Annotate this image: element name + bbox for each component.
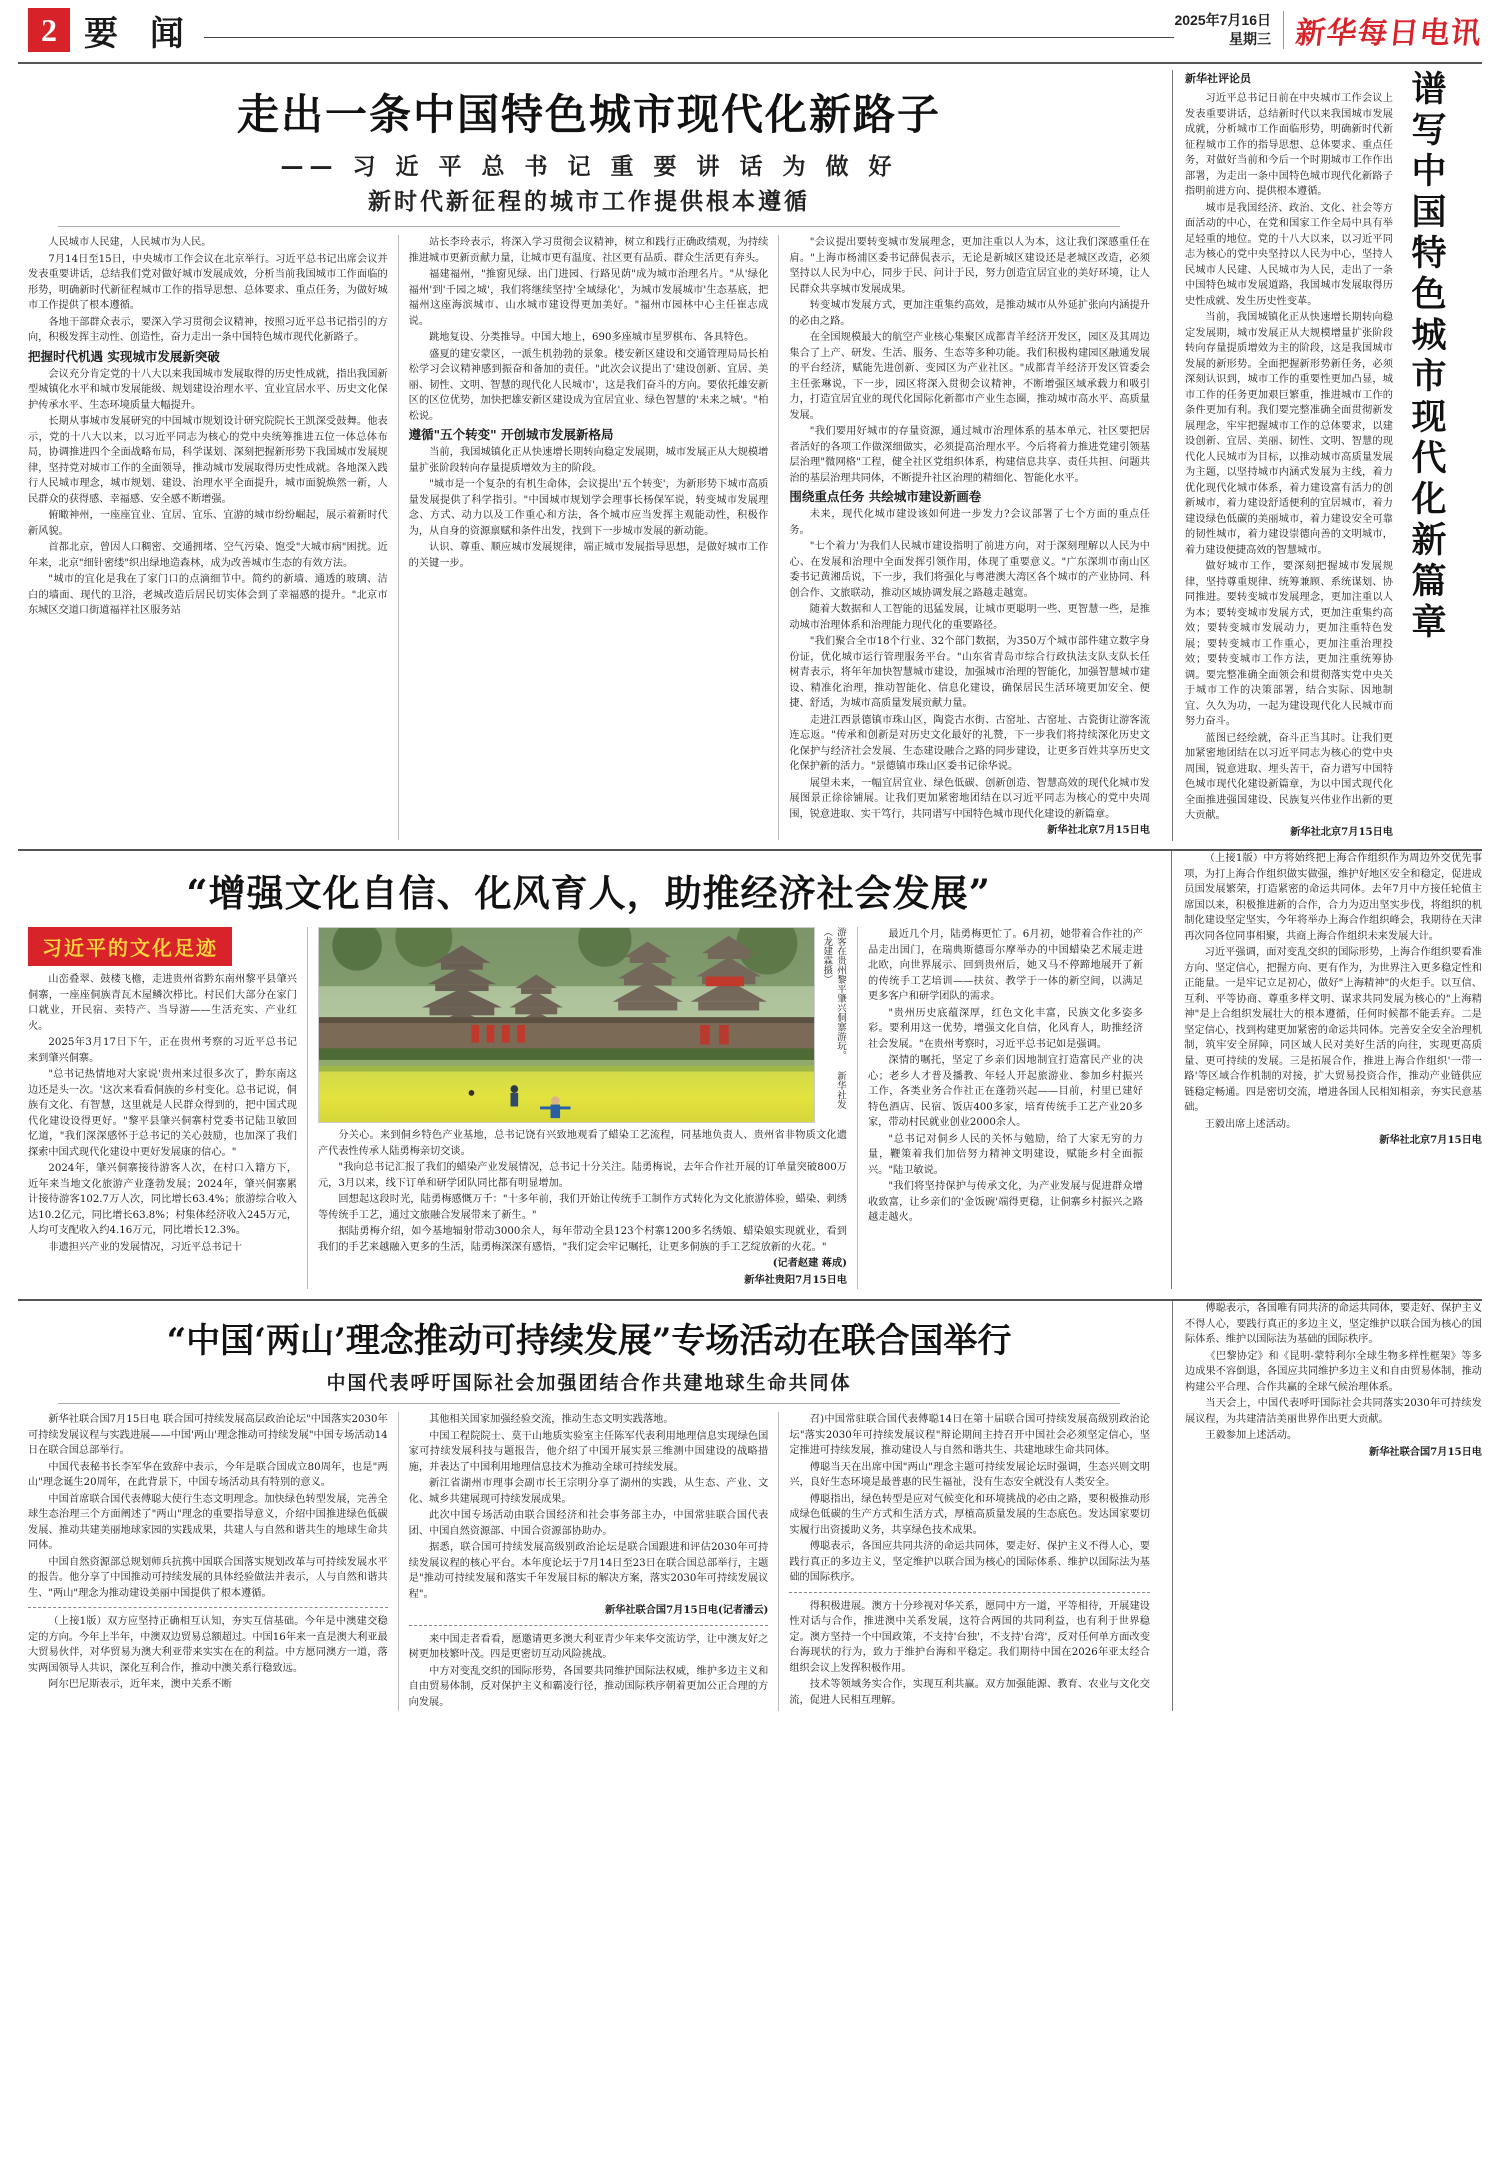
commentary-text (1185, 91, 1393, 840)
paragraph: 当前，我国城镇化正从快速增长期转向稳定发展期，城市发展正从大规模增量扩张阶段转向存量提质增效为主的阶段。 (408, 447, 769, 474)
bottom-col2-divider (409, 1625, 769, 1626)
paragraph: 走进江西景德镇市珠山区，陶瓷古水街、古窑址、古窑址、古瓷街让游客流连忘返。"传承和创新是对历史文化最好的礼赞，下一步我们将持续深化历史文化保护与经济社会发展、生态建设融合之路的同步建设，让更多百姓共享历史文化保护新的活力。"景德镇市珠山区委书记徐华说。 (789, 714, 1150, 772)
feature-col-3 (858, 927, 1153, 1289)
top-headline: 走出一条中国特色城市现代化新路子 (236, 90, 941, 139)
paper-logo: 新华每日电讯 (1293, 16, 1484, 51)
paragraph: 习近平总书记日前在中央城市工作会议上发表重要讲话，总结新时代以来我国城市发展成就，分析城市工作面临形势，明确新时代新征程城市工作的指导思想、总体要求、重点任务，对做好当前和今后一个时期城市工作作出部署，为走出一条中国特色城市现代化新路子指明前进方向、提供根本遵循。 (1185, 93, 1393, 197)
bottom-article-section (18, 1301, 1482, 1711)
bottom-article-left (18, 1301, 1173, 1711)
paragraph: 城市是我国经济、政治、文化、社会等方面活动的中心，在党和国家工作全局中具有举足轻重的地位。党的十八大以来，以习近平同志为核心的党中央坚持以人民为中心，坚持人民城市人民建、人民城市为人民，走出了一条中国特色城市发展道路，我国城市发展取得历史性成就、发生历史性变革。 (1185, 202, 1393, 307)
bottom-headline: “中国‘两山’理念推动可持续发展”专场活动在联合国举行 (166, 1321, 1012, 1361)
paragraph: 王毅出席上述活动。 (1204, 1118, 1297, 1130)
paragraph: 深情的嘱托，坚定了乡亲们因地制宜打造富民产业的决心；老乡人才普及播教、年轻人开起旅游业、参加乡村振兴工作，各类业务合作社正在蓬勃兴起——目前，村里已建好特色酒店、民宿、饭店400多家，培育传统手工艺产业20多家，带动村民就业创业2000余人。 (868, 1055, 1143, 1128)
paragraph: 当前，我国城镇化正从快速增长期转向稳定发展期，城市发展正从大规模增量扩张阶段转向存量提质增效为主的阶段，这是我国城市发展的新形势。全面把握新形势新任务，必须深刻认识到，城市工作的重要性更加凸显，城市工作的任务更加艰巨繁重，推进城市工作的条件更加有利。我们要完整准确全面贯彻新发展理念，牢牢把握城市工作的总体要求，以建设创新、宜居、美丽、韧性、文明、智慧的现代化人民城市为目标，以推动城市高质量发展为主题，以坚持城市内涵式发展为主线，着力优化现代化城市体系，着力建设富有活力的创新城市，着力建设舒适便利的宜居城市，着力建设绿色低碳的美丽城市，着力建设安全可靠的韧性城市，着力建设崇德向善的文明城市，着力建设便捷高效的智慧城市。 (1185, 312, 1393, 556)
paragraph: 跳地复设、分类推导。中国大地上，690多座城市星罗棋布、各具特色。 (429, 332, 755, 343)
paragraph: 分关心。来到侗乡特色产业基地，总书记饶有兴致地观看了蜡染工艺流程，同基地负责人、贵州省非物质文化遗产代表性传承人陆勇梅亲切交谈。 (318, 1130, 847, 1157)
paragraph: 中国工程院院士、莫干山地质实验室主任陈军代表利用地理信息实现绿色国家可持续发展科技与题报告，他介绍了中国开展实景三维测中国建设的战略措施，并表达了中国利用地理信息技术为推动全球可持续发展。 (408, 1430, 769, 1473)
paragraph: 转变城市发展方式，更加注重集约高效，是推动城市从外延扩张向内涵提升的必由之路。 (789, 300, 1150, 327)
paragraph: "城市的宜化是我在了家门口的点滴细节中。简约的新墙、通透的玻璃、洁白的墙面、现代的卫浴，老城改造后居民切实体会到了幸福感的提升。"北京市东城区交道口街道福祥社区服务站 (28, 574, 388, 616)
paragraph: 非遗担兴产业的发展情况，习近平总书记十 (48, 1241, 242, 1253)
paragraph: 蓝图已经绘就，奋斗正当其时。让我们更加紧密地团结在以习近平同志为核心的党中央周围，锐意进取、埋头苦干，奋力谱写中国特色城市现代化建设新篇章，为以中国式现代化全面推进强国建设、民族复兴伟业作出新的更大贡献。 (1185, 732, 1393, 821)
paragraph: 回想起这段时光，陆勇梅感慨万千："十多年前，我们开始让传统手工制作方式转化为文化旅游体验，蜡染、刺绣等传统手工艺，通过文旅融合发展带来了新生。" (318, 1194, 847, 1221)
feature-credit: 新华社贵阳7月15日电 (744, 1273, 847, 1286)
top-col3-subhead: 围绕重点任务 共绘城市建设新画卷 (789, 489, 982, 504)
paragraph: 据陆勇梅介绍，如今基地辐射带动3000余人，每年带动全县123个村寨1200多名绣娘、蜡染娘实现就业，看到我们的手艺来越融入更多的生活，陆勇梅深深有感悟，"我们定会牢记嘱托，让更多侗族的手工艺绽放新的火花。" (318, 1226, 847, 1253)
paragraph: 首都北京，曾因人口稠密、交通拥堵、空气污染、饱受"大城市病"困扰。近年来，北京"细针密缕"织出绿地造森林，成为改善城市生态的有效方法。 (28, 542, 388, 569)
top-subheadline-1: —— 习 近 平 总 书 记 重 要 讲 话 为 做 好 (280, 154, 898, 180)
commentary-cont-credit: 新华社北京7月15日电 (1379, 1134, 1482, 1146)
paragraph: "总书记热情地对大家说'贵州来过很多次了，黔东南这边还是头一次。'这次来看看侗族的乡村变化。总书记说，侗族有文化、有智慧，这里就是人民群众得到的，把中国式现代化建设设得更好。"黎平县肇兴侗寨村党委书记陆卫敏回忆道，"我们深深感怀于总书记的关心鼓励，也加深了我们探索中国式现代化建设中更好发展康的信心。" (28, 1069, 297, 1158)
paragraph: "我们聚合全市18个行业、32个部门数据，为350万个城市部件建立数字身份证，优化城市运行管理服务平台。"山东省青岛市综合行政执法支队支队长任树青表示，将年年加快智慧城市建设，加强城市治理的智能化，加强智慧城市建设、精准化治理，推动智能化、信息化建设，确保居民生活环境更加安全、便捷、舒适，为城市高质量发展贡献力量。 (789, 636, 1150, 709)
paragraph: 随着大数据和人工智能的迅猛发展，让城市更聪明一些、更智慧一些，是推动城市治理体系和治理能力现代化的重要路径。 (789, 604, 1150, 631)
commentary-label: 新华社评论员 (1185, 72, 1251, 85)
paragraph: 来中国走者看看，愿邀请更多澳大利亚青少年来华交流访学，让中澳友好之树更加枝繁叶茂。四是更密切互动风险挑战。 (408, 1633, 769, 1660)
dong-village-photo (318, 927, 815, 1123)
paragraph: （上接1版）双方应坚持正确相互认知，夯实互信基础。今年是中澳建交稳定的方向。今年上半年，中澳双边贸易总额超过。中国16年来一直是澳大利亚最大贸易伙伴，对华贸易为澳大利亚带来实实在在的利益。中方愿同澳方一道，落实两国领导人共识，深化互利合作，推动中澳关系行稳致远。 (28, 1616, 388, 1674)
paragraph: 新江省湖州市理事会副市长王宗明分享了湖州的实践，从生态、产业、文化、城乡共建展现可持续发展成果。 (408, 1478, 769, 1505)
top-col-2 (399, 235, 780, 840)
masthead-divider (204, 37, 1175, 38)
paragraph: 其他相关国家加强经验交流，推动生态文明实践落地。 (429, 1414, 674, 1425)
top-article-credit: 新华社北京7月15日电 (1047, 824, 1150, 836)
paragraph: 最近几个月，陆勇梅更忙了。6月初，她带着合作社的产品走出国门，在瑞典斯德哥尔摩举办的中国蜡染艺术展走进北欧，向世界展示、回到贵州后，她又马不停蹄地展开了新的传统手工艺培训——扶贫、教学于一体的新空间，以满足更多客户和研学团队的需求。 (868, 929, 1143, 1002)
bottom-col-2 (399, 1412, 780, 1711)
bottom-col2-credit: 新华社联合国7月15日电(记者潘云) (605, 1604, 769, 1616)
publication-weekday: 星期三 (1229, 31, 1271, 47)
paragraph: "七个着力'为我们人民城市建设指明了前进方向，对于深刻理解以人民为中心、在发展和治理中全面发挥引领作用，体现了重要意义。"广东深圳市南山区委书记黄湘岳说，下一步，我们将强化与粤港澳大湾区各个城市的产业协同、科创合作、文旅联动，推动区域协调发展之路越走越宽。 (789, 541, 1150, 599)
top-col-1 (18, 235, 399, 840)
paragraph: 阿尔巴尼斯表示，近年来，澳中关系不断 (48, 1679, 232, 1690)
paragraph: 中国首席联合国代表傅聪大使行生态文明理念。加快绿色转型发展，完善全球生态治理三个方面阐述了"两山"理念的重要指导意义，介绍中国推进绿色低碳发展、推动共建美丽地球家园的实践成果，共建人与自然和谐共生的地球生命共同体。 (28, 1493, 388, 1551)
paragraph: 展望未来，一幅宜居宜业、绿色低碳、创新创造、智慧高效的现代化城市发展图景正徐徐铺展。让我们更加紧密地团结在以习近平同志为核心的党中央周围，锐意进取、实干笃行，共同谱写中国特色城市现代化建设的新篇章。 (789, 777, 1150, 820)
paragraph: "我们将坚持保护与传承文化，为产业发展与促进群众增收致富，让乡亲们的'金饭碗'端得更稳，让侗寨乡村振兴之路越走越火。 (868, 1181, 1143, 1223)
paragraph: 会议充分肯定党的十八大以来我国城市发展取得的历史性成就，指出我国新型城镇化水平和城市发展能级、规划建设治理水平、宜业宜居水平、历史文化保护传承水平、生态环境质量大幅提升。 (28, 368, 388, 411)
commentary-vertical-title: 谱写中国特色城市现代化新篇章 (1406, 70, 1447, 644)
paragraph: 山峦叠翠、鼓楼飞檐，走进贵州省黔东南州黎平县肇兴侗寨，一座座侗族青瓦木屋鳞次栉比。村民们大部分在家门口就业，开民宿、卖特产、当导游——生活充实、产业红火。 (28, 974, 297, 1032)
publication-date: 2025年7月16日 (1174, 12, 1271, 29)
paragraph: 新华社联合国7月15日电 联合国可持续发展高层政治论坛"中国落实2030年可持续发展议程与实践进展——中国'两山'理念推动可持续发展"中国专场活动14日在联合国总部举行。 (28, 1414, 388, 1456)
headline-rule (58, 226, 1120, 227)
bottom-article-right (1173, 1301, 1482, 1711)
paragraph: 中方对变乱交织的国际形势，各国要共同维护国际法权威，维护多边主义和自由贸易体制，反对保护主义和霸凌行径，推动国际秩序朝着更加公正合理的方向发展。 (408, 1665, 769, 1708)
paragraph: 傅聪当天在出席中国"两山"理念主题可持续发展论坛时强调，生态兴则文明兴，良好生态环境是最普惠的民生福祉，没有生态安全就没有人类安全。 (789, 1461, 1150, 1488)
bottom-col-1 (18, 1412, 399, 1711)
paragraph: 盛夏的建安蒙区，一派生机勃勃的景象。楼安新区建设和交通管理局局长柏松学习会议精神感到振奋和备加的责任。"此次会议提出了'建设创新、宜居、美丽、韧性、文明、智慧的现代化人民城市'，这是我们奋斗的方向。要依托雄安新区的区位优势，加快把雄安新区建设成为宜居宜业、绿色智慧的'未来之城'。"柏松说。 (408, 348, 769, 422)
bottom-subheadline: 中国代表呼吁国际社会加强团结合作共建地球生命共同体 (326, 1372, 852, 1394)
bottom-col1-divider (28, 1607, 388, 1608)
paragraph: 福建福州，"推窗见绿、出门进园、行路见荫"成为城市治理名片。"从'绿化福州'到'千园之城'，我们将继续坚持'全域绿化'，为城市发展城市'生态基底，把福州这座海滨城市、山水城市建设得更加美好。"福州市园林中心主任崔志成说。 (408, 269, 769, 327)
paragraph: "会议提出要转变城市发展理念，更加注重以人为本，这让我们深感重任在肩。"上海市杨浦区委书记薛侃表示，无论是新城区建设还是老城区改造，必须坚持以人民为中心，同步于民、问计于民，努力创造宜居宜业的美好环境，让人民群众共享城市发展成果。 (789, 237, 1150, 295)
top-article-section (18, 70, 1482, 841)
paragraph: 各地干部群众表示，要深入学习贯彻会议精神，按照习近平总书记指引的方向，积极发挥主动性、创造性，奋力走出一条中国特色城市现代化新路子。 (28, 316, 388, 343)
top-col2-subhead: 遵循"五个转变" 开创城市发展新格局 (408, 427, 614, 442)
feature-photo-wrap (318, 927, 815, 1123)
bottom-headline-rule (58, 1403, 1120, 1404)
feature-col-1 (18, 927, 308, 1289)
commentary-credit: 新华社北京7月15日电 (1290, 825, 1393, 838)
paragraph: 2025年3月17日下午，正在贵州考察的习近平总书记来到肇兴侗寨。 (28, 1037, 297, 1064)
paragraph: 7月14日至15日，中央城市工作会议在北京举行。习近平总书记出席会议并发表重要讲话，总结我们党对做好城市发展成效，分析当前我国城市工作面临的形势，明确新时代新征程城市工作的指导思想、总体要求、重点任务，为做好城市工作提供了根本遵循。 (28, 253, 388, 311)
bottom-col-3 (779, 1412, 1160, 1711)
paragraph: "贵州历史底蕴深厚，红色文化丰富，民族文化多姿多彩。要利用这一优势，增强文化自信，化风育人，助推经济社会发展。"在贵州考察时，习近平总书记如是强调。 (868, 1007, 1143, 1050)
top-col-3 (779, 235, 1160, 840)
paragraph: 2024年，肇兴侗寨接待游客人次，在村口入籍方下，近年来当地文化旅游产业蓬勃发展；2024年，肇兴侗寨累计接待游客102.7万人次，同比增长63.4%；旅游综合收入达10.2亿元，同比增长63.8%；村集体经济收入245万元，人均可支配收入约4.16万元，同比增长12.3%。 (28, 1163, 297, 1236)
feature-photo-caption: 游客在贵州黎平肇兴侗寨游玩。 新华社发（龙建霖摄） (821, 927, 846, 1109)
commentary-continued (1172, 851, 1482, 1289)
paragraph: 召)中国常驻联合国代表傅聪14日在第十届联合国可持续发展高级别政治论坛"落实2030年可持续发展议程"辩论期间主持召开中国社会必须坚定信心，坚定推进可持续发展，推动建设人与自然和谐共生、共建地球生命共同体。 (789, 1414, 1150, 1456)
section-title: 要 闻 (84, 13, 194, 54)
commentary-column (1173, 70, 1482, 841)
paragraph: 习近平强调，面对变乱交织的国际形势，上海合作组织要看准方向、坚定信心，把握方向、更有作为，为世界注入更多稳定性和正能量。一是牢记立足初心，做好"上海精神"的火炬手。以互信、互利、平等协商、尊重多样文明、谋求共同发展为核心的"上海精神"是上合组织发展壮大的根本遵循，任何时候都不能丢弃。二是坚定信心，找到构建更加紧密的命运共同体。完善安全安全治理机制，筑牢安全屏障，同区域人民对美好生活的向往，实现更高质量、更可持续的发展。三是拓展合作，推进上海合作组织'一带一路'等区域合作机制的对接，扩大贸易投资合作，推动产业链供应链稳定畅通。四是密切交流，增进各国人民相知相亲，夯实民意基础。 (1184, 947, 1482, 1113)
paragraph: 傅聪指出，绿色转型是应对气候变化和环境挑战的必由之路，要积极推动形成绿色低碳的生产方式和生活方式，厚植高质量发展的生态底色。发达国家要切实履行出资援助义务，共享绿色技术成果。 (789, 1493, 1150, 1536)
header-rule (18, 62, 1482, 64)
paragraph: 《巴黎协定》和《昆明-蒙特利尔全球生物多样性框架》等多边成果不容倒退，各国应共同维护多边主义和自由贸易体制，推动构建公平合理、合作共赢的全球气候治理体系。 (1185, 1350, 1482, 1393)
bottom-article-columns (18, 1412, 1160, 1711)
feature-credit-prefix: (记者赵建 蒋成) (772, 1257, 847, 1269)
paragraph: 当天会上，中国代表呼吁国际社会共同落实2030年可持续发展议程，为共建清洁美丽世界作出更大贡献。 (1185, 1398, 1482, 1425)
feature-columns (18, 927, 1159, 1289)
paragraph: 技术等领域务实合作，实现互利共赢。双方加强能源、教育、农业与文化交流，促进人民相互理解。 (789, 1679, 1150, 1706)
feature-col-2 (308, 927, 858, 1289)
paragraph: 在全国规模最大的航空产业核心集聚区成都青羊经济开发区，园区及其周边集合了上产、研发、生活、服务、生态等多种功能。我们积极构建园区融通发展的平台经济，赋能先进创新、变园区为产业社区。"成都青羊经济开发区管委会主任张琳说，下一步，园区将深入贯彻会议精神，不断增强区域承载力和吸引力，打造宜居宜业的现代化国际化新都市产业生态圈，推动城市高水平、高质量发展。 (789, 332, 1150, 421)
paragraph: 做好城市工作，要深刻把握城市发展规律，坚持尊重规律、统筹兼顾、系统谋划、协同推进。要转变城市发展理念，更加注重以人为本；要转变城市发展方式，更加注重集约高效；要转变城市发展动力，更加注重特色发展；要转变城市工作重心，更加注重治理投效；要转变城市工作方法，更加注重统筹协调。要完整准确全面领会和贯彻落实党中央关于城市工作的决策部署，结合实际、因地制宜、久久为功，一起为建设现代化人民城市而努力奋斗。 (1185, 561, 1393, 727)
paragraph: 王毅参加上述活动。 (1205, 1430, 1298, 1441)
paragraph: （上接1版）中方将始终把上海合作组织作为周边外交优先事项，为打上海合作组织做实做强，维护好地区安全和稳定，促进成员国发展繁荣，打造紧密的命运共同体。去年7月中方接任轮值主席国以来，积极推进新的合作，合力为迈出坚实步伐，将组织的机制化建设坚定坚实，今年将举办上海合作组织峰会，我期待在天津再次同各位同事相聚，共商上海合作组织未来发展大计。 (1184, 853, 1482, 942)
paragraph: 得积极进展。澳方十分珍视对华关系，愿同中方一道，平等相待，开展建设性对话与合作，推进澳中关系发展，这符合两国的共同利益，也有利于世界稳定。澳方坚持一个中国政策，不支持'台独'，不支持'台湾'，反对任何单方面改变台海现状的行为，致力于维护台海和平稳定。我们期待中国在2026年亚太经合组织会议上发挥积极作用。 (789, 1600, 1150, 1674)
paragraph: 傅聪表示，各国唯有同共济的命运共同体，要走好、保护主义不得人心，要践行真正的多边主义，坚定维护以联合国为核心的国际体系、维护以国际法为基础的国际秩序。 (1185, 1303, 1482, 1345)
paragraph: 傅聪表示，各国应共同共济的命运共同体，要走好、保护主义不得人心，要践行真正的多边主义，坚定维护以联合国为核心的国际体系、维护以国际法为基础的国际秩序。 (789, 1541, 1150, 1583)
paragraph: 未来，现代化城市建设该如何进一步发力?会议部署了七个方面的重点任务。 (789, 509, 1150, 536)
bottom-right-credit: 新华社联合国7月15日电 (1369, 1445, 1482, 1458)
date-block (1174, 11, 1284, 49)
top-article-columns (18, 235, 1160, 840)
top-subheadline-2: 新时代新征程的城市工作提供根本遵循 (368, 189, 810, 215)
page-number-badge: 2 (28, 8, 70, 52)
feature-banner: 习近平的文化足迹 (28, 927, 232, 966)
feature-left (18, 851, 1172, 1289)
feature-photo-row (318, 927, 847, 1123)
paragraph: "我向总书记汇报了我们的蜡染产业发展情况，总书记十分关注。陆勇梅说，去年合作社开展的订单量突破800万元，3月以来，线下订单和研学团队同比都有明显增加。 (318, 1162, 847, 1189)
feature-col1-text (28, 972, 297, 1255)
paragraph: 认识、尊重、顺应城市发展规律，端正城市发展指导思想，是做好城市工作的关键一步。 (408, 542, 769, 569)
bottom-col3-divider (789, 1592, 1150, 1593)
feature-section (18, 851, 1482, 1289)
top-col1-subhead: 把握时代机遇 实现城市发展新突破 (28, 348, 220, 364)
paragraph: 长期从事城市发展研究的中国城市规划设计研究院院长王凯深受鼓舞。他表示，党的十八大以来，以习近平同志为核心的党中央统筹推进五位一体总体布局，协调推进四个全面战略布局，科学谋划、深刻把握新形势下我国城市发展规律，坚持党对城市工作的全面领导，推动城市发展取得历史性成就。各地深入践行人民城市理念，城市规划、建设、治理水平全面提升，城市面貌焕然一新，人民群众的获得感、幸福感、安全感不断增强。 (28, 416, 388, 505)
paragraph: 中国代表秘书长李军华在致辞中表示，今年是联合国成立80周年，也是"两山"理念诞生20周年，在此背景下，中国专场活动具有特别的意义。 (28, 1461, 388, 1488)
top-article-left (18, 70, 1173, 841)
paragraph: 站长李玲表示，将深入学习贯彻会议精神，树立和践行正确政绩观，为持续推进城市更新贡献力量，让城市更有温度、社区更有品质、群众生活更有奔头。 (408, 237, 769, 264)
paragraph: "城市是一个复杂的有机生命体，会议提出'五个转变'，为新形势下城市高质量发展提供了科学指引。"中国城市规划学会理事长杨保军说，转变城市发展理念、方式、动力以及工作重心和方法，各个城市应当发挥主观能动性，积极作为，从自身的资源禀赋和条件出发，找到下一步城市发展的新动能。 (408, 479, 769, 537)
commentary-body (1185, 70, 1393, 841)
feature-col2-text (318, 1128, 847, 1288)
paragraph: 据悉，联合国可持续发展高级别政治论坛是联合国跟进和评估2030年可持续发展议程的核心平台。本年度论坛于7月14日至23日在联合国总部举行，主题是"推动可持续发展和落实千年发展目标的解决方案，落实2030年可持续发展议程"。 (408, 1542, 769, 1600)
paragraph: "我们要用好城市的存量资源，通过城市治理体系的基本单元、社区要把居者活好的各项工作做深细做实，必须提高治理水平。今后将着力推进党建引领基层治理"微网格"工程，健全社区党组织体系，构建信息共享、责任共担、问题共治的基层治理共同体，不断提升社区治理的精细化、智能化水平。 (789, 426, 1150, 484)
masthead (18, 0, 1482, 60)
paragraph: 俯瞰神州，一座座宜业、宜居、宜乐、宜游的城市纷纷崛起，展示着新时代新风貌。 (28, 510, 388, 537)
feature-quote-headline: “增强文化自信、化风育人，助推经济社会发展” (186, 871, 991, 915)
paragraph: "总书记对侗乡人民的关怀与勉励，给了大家无穷的力量，鞭策着我们加倍努力精神文明建设，赋能乡村全面振兴。"陆卫敏说。 (868, 1133, 1143, 1176)
paragraph: 中国自然资源部总规划师兵抗携中国联合国落实规划改革与可持续发展水平的报告。他分享了中国推动可持续发展的具体经验做法并表示，人与自然和谐共生、"两山"理念为推动建设美丽中国提供了根本遵循。 (28, 1556, 388, 1599)
paragraph: 此次中国专场活动由联合国经济和社会事务部主办，中国常驻联合国代表团、中国自然资源部、中国合资源部协助办。 (408, 1510, 769, 1537)
paragraph: 人民城市人民建，人民城市为人民。 (48, 237, 212, 248)
